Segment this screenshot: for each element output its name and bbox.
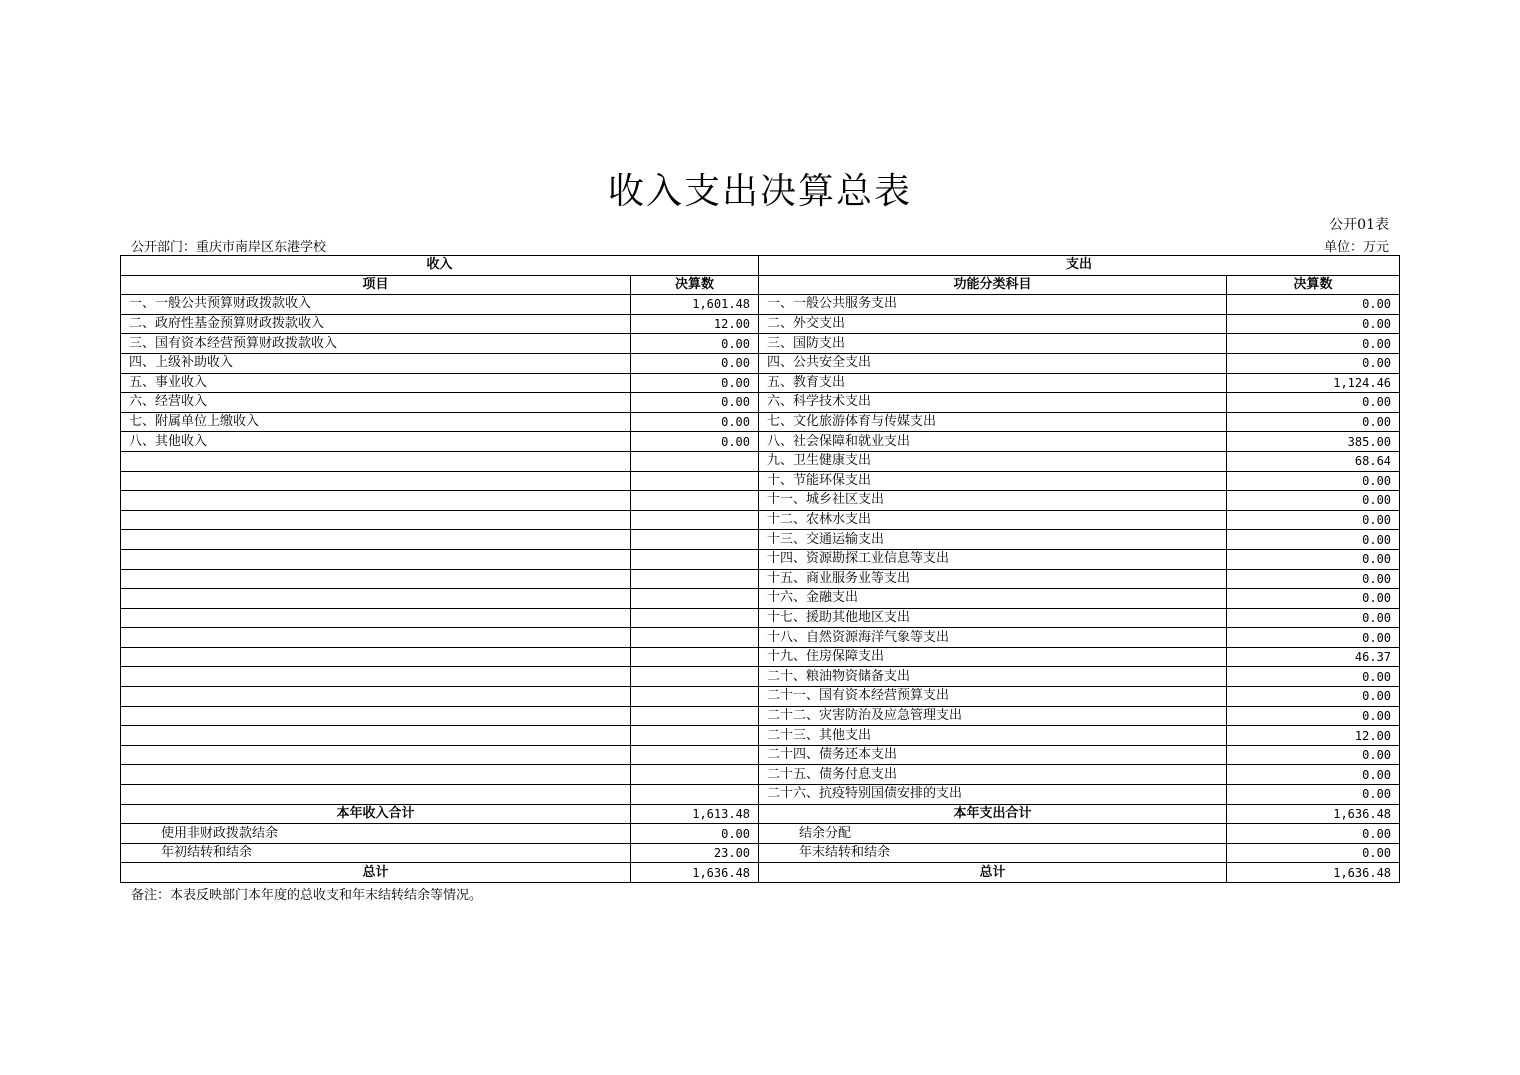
expense-amount: 0.00 [1227,295,1400,315]
income-item [121,628,631,648]
item-header: 项目 [121,275,631,295]
income-amount: 0.00 [631,432,759,452]
income-amount [631,608,759,628]
income-item [121,687,631,707]
table-row [121,647,1400,667]
expense-amount: 0.00 [1227,549,1400,569]
expense-amount: 1,124.46 [1227,373,1400,393]
expense-item: 十二、农林水支出 [759,510,1227,530]
expense-amount: 0.00 [1227,334,1400,354]
income-amount [631,530,759,550]
expense-amount: 68.64 [1227,451,1400,471]
year-expense-value: 1,636.48 [1227,804,1400,824]
expense-item: 八、社会保障和就业支出 [759,432,1227,452]
income-amount [631,687,759,707]
end-balance-label: 年末结转和结余 [759,843,1227,863]
table-row [121,608,1400,628]
expense-item: 十八、自然资源海洋气象等支出 [759,628,1227,648]
year-income-label: 本年收入合计 [121,804,631,824]
table-row [121,432,1400,452]
table-row [121,353,1400,373]
table-row [121,530,1400,550]
expense-item: 三、国防支出 [759,334,1227,354]
income-amount: 0.00 [631,373,759,393]
table-row [121,314,1400,334]
expense-item: 五、教育支出 [759,373,1227,393]
surplus-dist-value: 0.00 [1227,824,1400,844]
expense-header: 支出 [759,256,1400,276]
income-item: 一、一般公共预算财政拨款收入 [121,295,631,315]
amount-header: 决算数 [631,275,759,295]
expense-amount: 12.00 [1227,726,1400,746]
total-income-label: 总计 [121,863,631,883]
column-header-row [121,275,1400,295]
income-item [121,608,631,628]
income-amount [631,745,759,765]
table-row [121,393,1400,413]
expense-item: 二十六、抗疫特别国债安排的支出 [759,785,1227,805]
income-item [121,785,631,805]
expense-item: 二十四、债务还本支出 [759,745,1227,765]
amount-header-2: 决算数 [1227,275,1400,295]
income-item: 二、政府性基金预算财政拨款收入 [121,314,631,334]
table-row [121,510,1400,530]
expense-item: 十四、资源勘探工业信息等支出 [759,549,1227,569]
income-item [121,451,631,471]
income-item [121,589,631,609]
begin-balance-label: 年初结转和结余 [121,843,631,863]
expense-item: 十六、金融支出 [759,589,1227,609]
surplus-dist-label: 结余分配 [759,824,1227,844]
expense-item: 九、卫生健康支出 [759,451,1227,471]
expense-item: 二十二、灾害防治及应急管理支出 [759,706,1227,726]
income-expense-table [120,255,1400,883]
income-item: 六、经营收入 [121,393,631,413]
expense-item: 一、一般公共服务支出 [759,295,1227,315]
income-item [121,745,631,765]
total-expense-label: 总计 [759,863,1227,883]
income-amount [631,647,759,667]
expense-item: 十九、住房保障支出 [759,647,1227,667]
income-amount [631,451,759,471]
income-item [121,569,631,589]
total-expense-value: 1,636.48 [1227,863,1400,883]
income-amount: 0.00 [631,393,759,413]
income-amount: 0.00 [631,334,759,354]
year-expense-label: 本年支出合计 [759,804,1227,824]
expense-amount: 0.00 [1227,608,1400,628]
expense-item: 十三、交通运输支出 [759,530,1227,550]
income-item: 七、附属单位上缴收入 [121,412,631,432]
expense-amount: 0.00 [1227,687,1400,707]
table-row [121,667,1400,687]
expense-amount: 0.00 [1227,314,1400,334]
table-row [121,373,1400,393]
expense-item: 十、节能环保支出 [759,471,1227,491]
income-item [121,491,631,511]
end-balance-value: 0.00 [1227,843,1400,863]
begin-balance-value: 23.00 [631,843,759,863]
table-row [121,334,1400,354]
income-item [121,530,631,550]
income-item [121,726,631,746]
table-row [121,726,1400,746]
table-row [121,471,1400,491]
expense-amount: 0.00 [1227,393,1400,413]
expense-item: 二十五、债务付息支出 [759,765,1227,785]
page-title: 收入支出决算总表 [607,171,912,212]
expense-amount: 0.00 [1227,510,1400,530]
table-row [121,412,1400,432]
expense-amount: 0.00 [1227,765,1400,785]
expense-amount: 0.00 [1227,491,1400,511]
expense-amount: 385.00 [1227,432,1400,452]
expense-amount: 0.00 [1227,471,1400,491]
income-amount [631,569,759,589]
expense-amount: 0.00 [1227,706,1400,726]
expense-item: 十五、商业服务业等支出 [759,569,1227,589]
expense-item: 四、公共安全支出 [759,353,1227,373]
income-amount [631,706,759,726]
expense-item: 二十一、国有资本经营预算支出 [759,687,1227,707]
income-item [121,471,631,491]
table-row [121,765,1400,785]
form-number: 公开01表 [1329,217,1389,233]
expense-amount: 0.00 [1227,589,1400,609]
table-row [121,491,1400,511]
income-amount [631,667,759,687]
expense-amount: 0.00 [1227,412,1400,432]
grand-total-row [121,863,1400,883]
income-amount: 0.00 [631,412,759,432]
table-row [121,569,1400,589]
income-amount [631,726,759,746]
income-amount [631,628,759,648]
section-header-row [121,256,1400,276]
total-income-value: 1,636.48 [631,863,759,883]
expense-amount: 46.37 [1227,647,1400,667]
income-amount [631,549,759,569]
income-item [121,765,631,785]
income-amount: 0.00 [631,353,759,373]
income-item: 五、事业收入 [121,373,631,393]
year-income-value: 1,613.48 [631,804,759,824]
expense-amount: 0.00 [1227,667,1400,687]
expense-amount: 0.00 [1227,628,1400,648]
expense-amount: 0.00 [1227,530,1400,550]
unit-label: 单位：万元 [1323,240,1389,255]
income-item [121,706,631,726]
income-amount [631,785,759,805]
table-row [121,745,1400,765]
expense-amount: 0.00 [1227,569,1400,589]
nonfiscal-value: 0.00 [631,824,759,844]
income-amount [631,471,759,491]
income-item [121,510,631,530]
expense-amount: 0.00 [1227,785,1400,805]
expense-item: 六、科学技术支出 [759,393,1227,413]
year-total-row [121,804,1400,824]
income-header: 收入 [121,256,759,276]
table-row [121,628,1400,648]
table-row [121,295,1400,315]
expense-item: 十七、援助其他地区支出 [759,608,1227,628]
table-row [121,706,1400,726]
department-label: 公开部门：重庆市南岸区东港学校 [131,240,327,255]
function-header: 功能分类科目 [759,275,1227,295]
income-amount: 1,601.48 [631,295,759,315]
income-amount [631,765,759,785]
income-item: 三、国有资本经营预算财政拨款收入 [121,334,631,354]
table-row [121,589,1400,609]
income-item [121,549,631,569]
table-row [121,785,1400,805]
expense-item: 二、外交支出 [759,314,1227,334]
balance-row-2 [121,843,1400,863]
income-item: 四、上级补助收入 [121,353,631,373]
table-row [121,451,1400,471]
nonfiscal-label: 使用非财政拨款结余 [121,824,631,844]
expense-item: 七、文化旅游体育与传媒支出 [759,412,1227,432]
expense-item: 二十三、其他支出 [759,726,1227,746]
balance-row-1 [121,824,1400,844]
expense-item: 二十、粮油物资储备支出 [759,667,1227,687]
table-row [121,687,1400,707]
expense-item: 十一、城乡社区支出 [759,491,1227,511]
income-item [121,647,631,667]
income-amount [631,510,759,530]
footnote: 备注：本表反映部门本年度的总收支和年末结转结余等情况。 [131,888,483,903]
income-amount [631,589,759,609]
income-amount: 12.00 [631,314,759,334]
income-item: 八、其他收入 [121,432,631,452]
expense-amount: 0.00 [1227,745,1400,765]
table-row [121,549,1400,569]
income-item [121,667,631,687]
income-amount [631,491,759,511]
expense-amount: 0.00 [1227,353,1400,373]
